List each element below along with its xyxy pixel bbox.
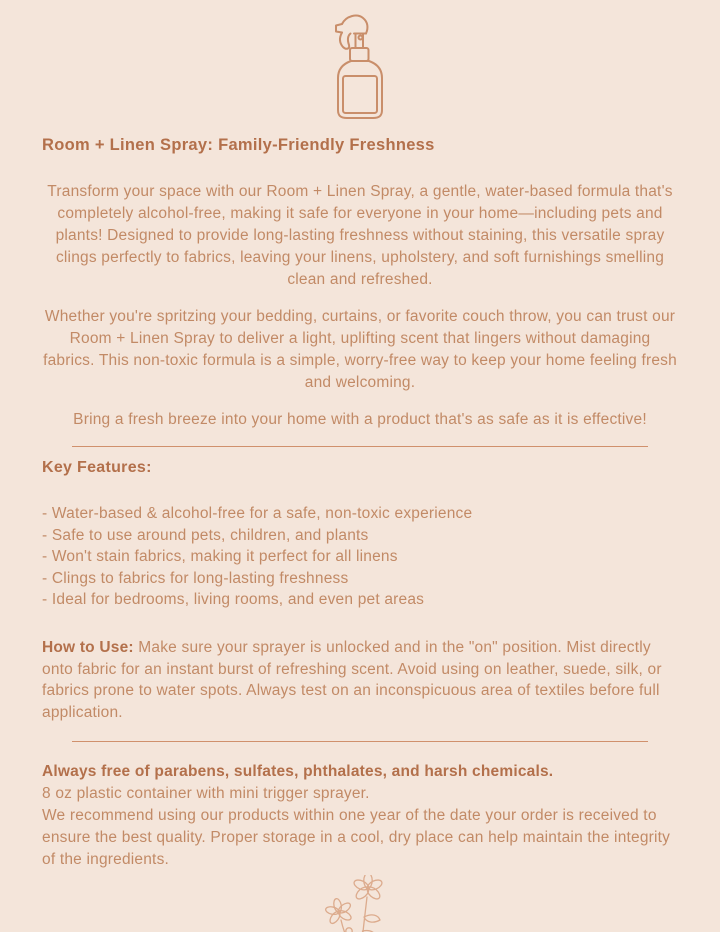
how-to-use-text: Make sure your sprayer is unlocked and in the "on" position. Mist directly onto fabric for an instant burst of refreshing scent. Avoid using on leather, suede, silk, or fabrics prone to water spots. Always test on an inconspicuous area of textiles before full application.: [42, 638, 662, 721]
container-line: 8 oz plastic container with mini trigger sprayer.: [42, 785, 370, 803]
list-item: - Ideal for bedrooms, living rooms, and even pet areas: [42, 591, 425, 609]
intro-tagline: Bring a fresh breeze into your home with a product that's as safe as it is effective!: [73, 411, 647, 428]
key-features-list: [42, 503, 678, 611]
list-item: - Safe to use around pets, children, and plants: [42, 526, 369, 544]
divider: [72, 446, 648, 447]
free-of-line: Always free of parabens, sulfates, phthalates, and harsh chemicals.: [42, 763, 554, 781]
intro-paragraph-1: Transform your space with our Room + Linen Spray, a gentle, water-based formula that's completely alcohol-free, making it safe for everyone in your home—including pets and plants! Designed to provide long-lasting freshness without staining, this versatile spray clings perfectly to fabrics, leaving your linens, upholstery, and soft furnishings smelling clean and refreshed.: [47, 183, 673, 288]
intro-paragraph-2: Whether you're spritzing your bedding, curtains, or favorite couch throw, you can trust our Room + Linen Spray to deliver a light, uplifting scent that lingers without damaging fabrics. This non-toxic formula is a simple, worry-free way to keep your home feeling fresh and welcoming.: [43, 308, 677, 391]
key-features-heading: Key Features:: [42, 459, 152, 476]
how-to-use-label: How to Use:: [42, 638, 134, 656]
spray-bottle-icon: [333, 107, 387, 124]
footer-details: [42, 761, 678, 870]
list-item: - Water-based & alcohol-free for a safe, non-toxic experience: [42, 505, 473, 522]
list-item: - Clings to fabrics for long-lasting freshness: [42, 569, 349, 587]
divider: [72, 741, 648, 742]
footer-illustration: [42, 875, 678, 932]
how-to-use-paragraph: [42, 637, 678, 723]
header-illustration: [42, 12, 678, 122]
list-item: - Won't stain fabrics, making it perfect for all linens: [42, 548, 398, 566]
recommendation-line: We recommend using our products within one year of the date your order is received to ensure the best quality. Proper storage in a cool, dry place can help maintain the integrity of the ingredients.: [42, 806, 671, 868]
page-title: Room + Linen Spray: Family-Friendly Freshness: [42, 136, 435, 154]
